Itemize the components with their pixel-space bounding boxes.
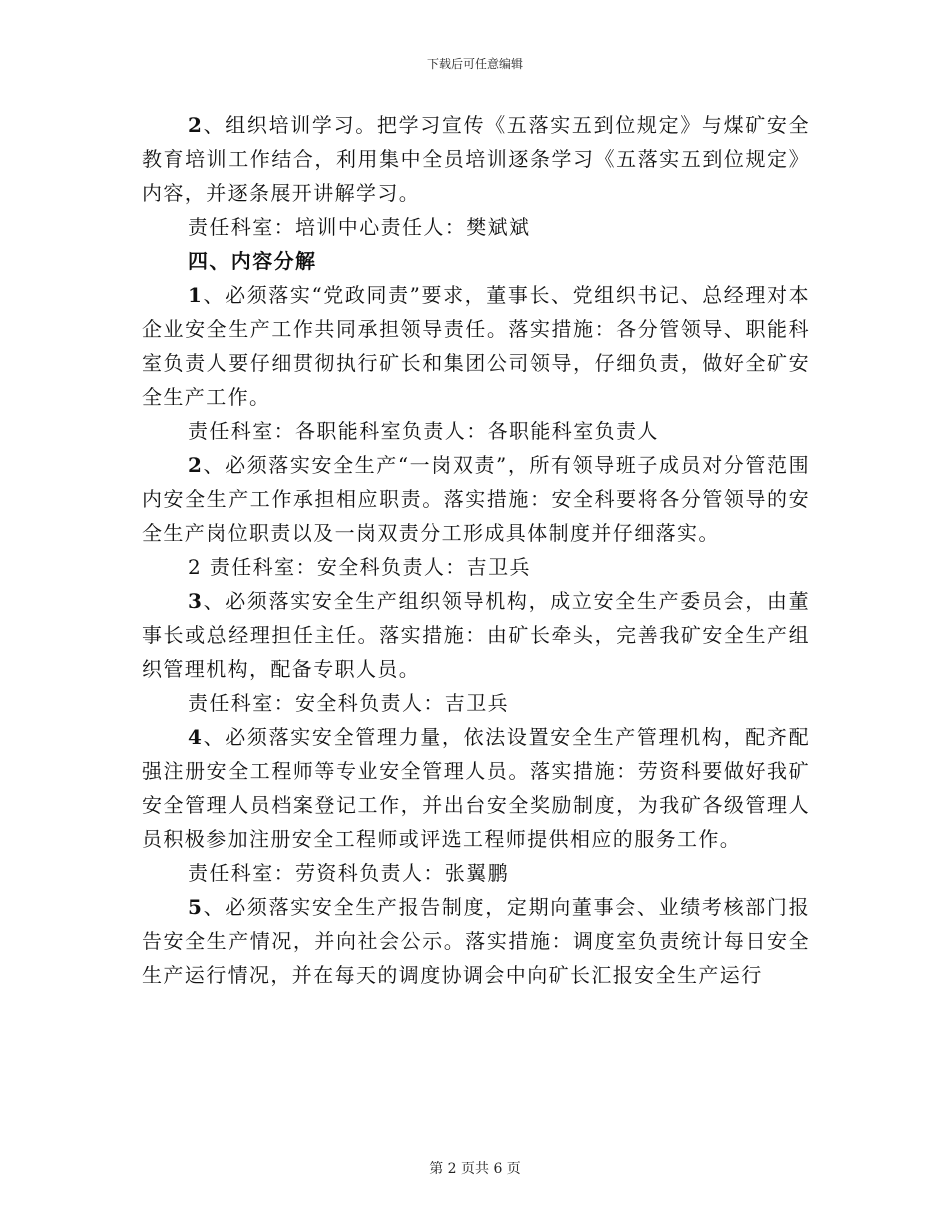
paragraph-text: 、必须落实安全生产报告制度，定期向董事会、业绩考核部门报告安全生产情况，并向社会公示。落实措施：调度室负责统计每日安全生产运行情况，并在每天的调度协调会中向矿长汇报安全生产运行 <box>142 895 810 987</box>
item-number: 1 <box>188 283 204 307</box>
responsibility-line: 责任科室：各职能科室负责人：各职能科室负责人 <box>188 419 659 443</box>
paragraph-item-4 <box>142 720 810 856</box>
page-number: 第 2 页共 6 页 <box>429 1161 521 1177</box>
responsibility-line: 2 责任科室：安全科负责人：吉卫兵 <box>188 555 531 579</box>
paragraph-2-training <box>142 108 810 210</box>
paragraph-text: 、必须落实“党政同责”要求，董事长、党组织书记、总经理对本企业安全生产工作共同承担领导责任。落实措施：各分管领导、职能科室负责人要仔细贯彻执行矿长和集团公司领导，仔细负责，做好全矿安全生产工作。 <box>142 283 810 409</box>
page-header: 下载后可任意编辑 <box>426 57 523 71</box>
paragraph-item-3 <box>142 584 810 686</box>
responsibility-line: 责任科室：培训中心责任人：樊斌斌 <box>188 215 531 239</box>
item-number: 2 <box>188 453 204 477</box>
responsibility-line: 责任科室：安全科负责人：吉卫兵 <box>188 691 509 715</box>
responsibility-line: 责任科室：劳资科负责人：张翼鹏 <box>188 861 509 885</box>
item-number: 5 <box>188 895 204 919</box>
item-number: 2 <box>188 113 204 137</box>
item-number: 4 <box>188 725 204 749</box>
paragraph-text: 、必须落实安全生产组织领导机构，成立安全生产委员会，由董事长或总经理担任主任。落实措施：由矿长牵头，完善我矿安全生产组织管理机构，配备专职人员。 <box>142 589 810 681</box>
paragraph-item-5 <box>142 890 810 992</box>
section-heading: 四、内容分解 <box>188 249 317 273</box>
paragraph-text: 、必须落实安全管理力量，依法设置安全生产管理机构，配齐配强注册安全工程师等专业安全管理人员。落实措施：劳资科要做好我矿安全管理人员档案登记工作，并出台安全奖励制度，为我矿各级管理人员积极参加注册安全工程师或评选工程师提供相应的服务工作。 <box>142 725 810 851</box>
paragraph-text: 、必须落实安全生产“一岗双责”，所有领导班子成员对分管范围内安全生产工作承担相应职责。落实措施：安全科要将各分管领导的安全生产岗位职责以及一岗双责分工形成具体制度并仔细落实。 <box>142 453 810 545</box>
paragraph-item-2 <box>142 448 810 550</box>
paragraph-text: 、组织培训学习。把学习宣传《五落实五到位规定》与煤矿安全教育培训工作结合，利用集中全员培训逐条学习《五落实五到位规定》内容，并逐条展开讲解学习。 <box>142 113 810 205</box>
paragraph-item-1 <box>142 278 810 414</box>
item-number: 3 <box>188 589 204 613</box>
document-body <box>142 108 810 992</box>
